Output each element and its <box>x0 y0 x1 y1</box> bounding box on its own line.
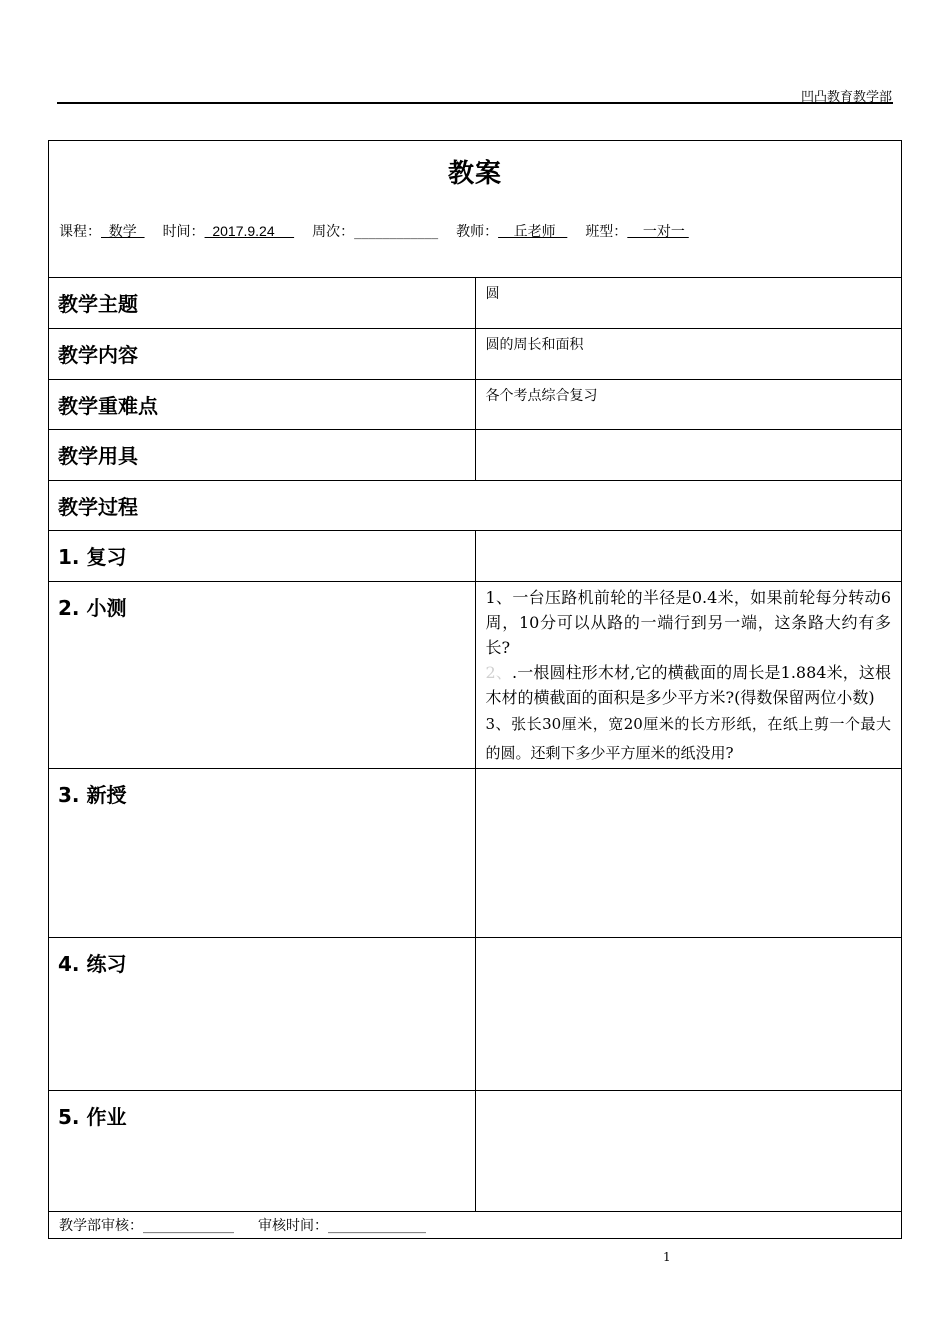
review-by-label: 教学部审核： <box>59 1218 143 1234</box>
review-by-blank: _____________ <box>143 1218 234 1234</box>
new-value <box>475 769 902 938</box>
tools-value <box>475 430 902 481</box>
tools-label: 教学用具 <box>49 430 476 481</box>
time-label: 时间： <box>162 224 205 240</box>
topic-value: 圆 <box>475 278 902 329</box>
topic-row <box>49 278 902 329</box>
page-title: 教案 <box>447 159 502 189</box>
quiz-question-3: 3、张长30厘米，宽20厘米的长方形纸，在纸上剪一个最大的圆。还剩下多少平方厘米的纸没用? <box>485 715 891 762</box>
new-row <box>49 769 902 938</box>
quiz-content <box>475 582 902 769</box>
key-value: 各个考点综合复习 <box>475 380 902 430</box>
teacher-label: 教师： <box>456 224 499 240</box>
topic-label: 教学主题 <box>49 278 476 329</box>
homework-row <box>49 1091 902 1212</box>
new-label: 3. 新授 <box>49 769 476 938</box>
lesson-plan-table <box>48 140 902 1239</box>
review-value <box>475 531 902 582</box>
practice-label: 4. 练习 <box>49 938 476 1091</box>
key-label: 教学重难点 <box>49 380 476 430</box>
header-divider <box>57 102 893 104</box>
time-value: 2017.9.24 <box>204 223 295 239</box>
content-value: 圆的周长和面积 <box>475 329 902 380</box>
practice-row <box>49 938 902 1091</box>
homework-value <box>475 1091 902 1212</box>
course-label: 课程： <box>59 224 101 240</box>
quiz-question-2-mark: 2、 <box>485 663 512 682</box>
review-time-blank: ______________ <box>328 1218 426 1234</box>
quiz-label: 2. 小测 <box>49 582 476 769</box>
class-value: 一对一 <box>627 223 689 239</box>
week-value: ____________ <box>354 224 439 240</box>
quiz-row <box>49 582 902 769</box>
homework-label: 5. 作业 <box>49 1091 476 1212</box>
footer-cell <box>49 1212 902 1239</box>
title-row <box>49 141 902 278</box>
title-cell <box>49 141 902 278</box>
tools-row <box>49 430 902 481</box>
teacher-value: 丘老师 <box>498 223 568 239</box>
review-label: 1. 复习 <box>49 531 476 582</box>
class-label: 班型： <box>585 224 628 240</box>
course-value: 数学 <box>101 223 145 239</box>
quiz-question-2-text: .一根圆柱形木材,它的横截面的周长是1.884米，这根木材的横截面的面积是多少平方米?(得数保留两位小数) <box>485 663 891 707</box>
footer-row <box>49 1212 902 1239</box>
key-row <box>49 380 902 430</box>
content-row <box>49 329 902 380</box>
review-row <box>49 531 902 582</box>
process-row <box>49 481 902 531</box>
practice-value <box>475 938 902 1091</box>
week-label: 周次： <box>312 224 355 240</box>
quiz-question-2 <box>486 660 892 710</box>
process-label: 教学过程 <box>49 481 902 531</box>
page-number: 1 <box>663 1250 671 1264</box>
header-org: 凹凸教育教学部 <box>800 90 892 105</box>
review-time-label: 审核时间： <box>258 1218 328 1234</box>
quiz-question-1: 1、一台压路机前轮的半径是0.4米，如果前轮每分转动6周，10分可以从路的一端行到另一端，这条路大约有多长? <box>485 588 891 657</box>
meta-line <box>59 221 689 241</box>
content-label: 教学内容 <box>49 329 476 380</box>
